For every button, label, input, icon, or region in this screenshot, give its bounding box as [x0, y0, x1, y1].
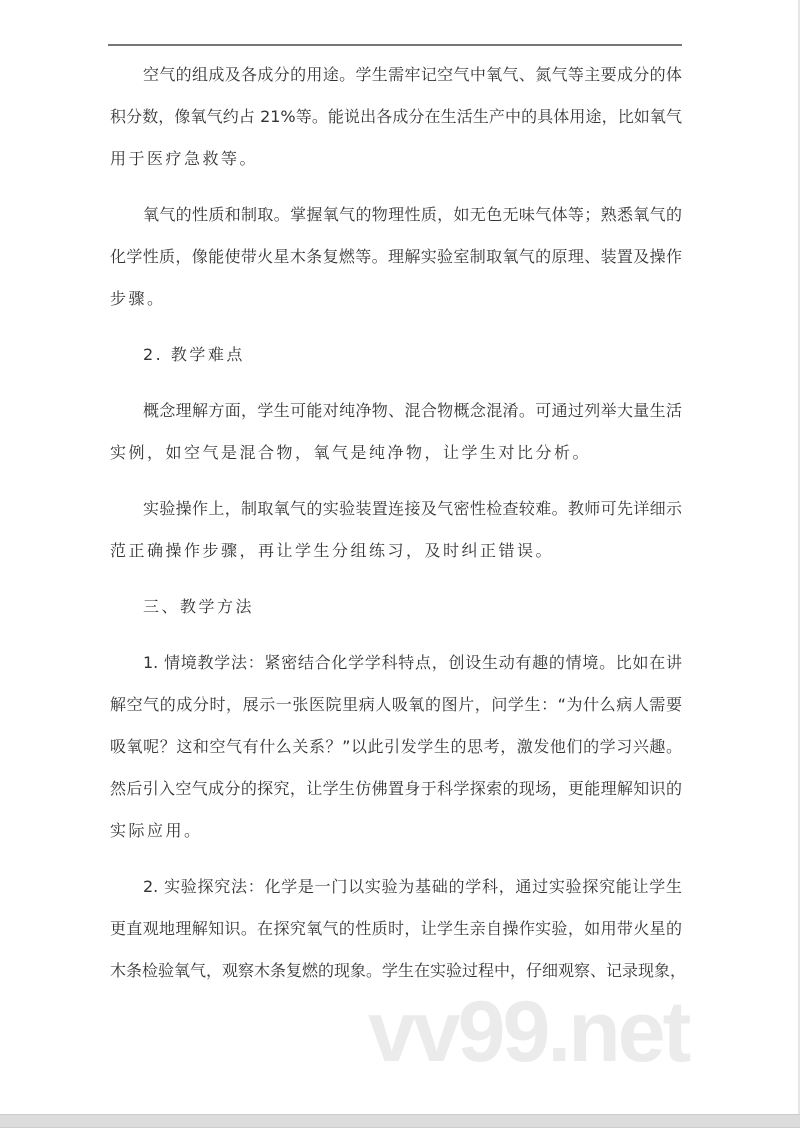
paragraph-line: 1. 情境教学法：紧密结合化学学科特点，创设生动有趣的情境。比如在讲: [143, 653, 682, 672]
header-rule: [108, 44, 682, 46]
watermark: vv99.net: [368, 984, 689, 1080]
paragraph-line: 实例，如空气是混合物，氧气是纯净物，让学生对比分析。: [110, 443, 592, 462]
paragraph-line: 氧气的性质和制取。掌握氧气的物理性质，如无色无味气体等；熟悉氧气的: [143, 205, 682, 224]
paragraph-line: 概念理解方面，学生可能对纯净物、混合物概念混淆。可通过列举大量生活: [143, 401, 682, 420]
page-separator: [0, 1114, 800, 1128]
section-heading: 2. 教学难点: [143, 345, 245, 364]
paragraph-line: 用于医疗急救等。: [110, 149, 259, 168]
paragraph-line: 化学性质，像能使带火星木条复燃等。理解实验室制取氧气的原理、装置及操作: [110, 247, 682, 266]
paragraph-line: 空气的组成及各成分的用途。学生需牢记空气中氧气、氮气等主要成分的体: [143, 65, 682, 84]
paragraph-line: 然后引入空气成分的探究，让学生仿佛置身于科学探索的现场，更能理解知识的: [110, 779, 682, 798]
paragraph-line: 积分数，像氧气约占 21%等。能说出各成分在生活生产中的具体用途，比如氧气: [110, 107, 682, 126]
paragraph-line: 实验操作上，制取氧气的实验装置连接及气密性检查较难。教师可先详细示: [143, 499, 682, 518]
paragraph-line: 更直观地理解知识。在探究氧气的性质时，让学生亲自操作实验，如用带火星的: [110, 919, 682, 938]
paragraph-line: 木条检验氧气，观察木条复燃的现象。学生在实验过程中，仔细观察、记录现象，: [110, 961, 687, 980]
paragraph-line: 范正确操作步骤，再让学生分组练习，及时纠正错误。: [110, 541, 555, 560]
paragraph-line: 吸氧呢？这和空气有什么关系？”以此引发学生的思考，激发他们的学习兴趣。: [110, 737, 682, 756]
paragraph-line: 实际应用。: [110, 821, 203, 840]
paragraph-line: 步骤。: [110, 289, 166, 308]
paragraph-line: 解空气的成分时，展示一张医院里病人吸氧的图片，问学生：“为什么病人需要: [110, 695, 682, 714]
paragraph-line: 2. 实验探究法：化学是一门以实验为基础的学科，通过实验探究能让学生: [143, 877, 682, 896]
section-heading: 三、教学方法: [143, 597, 255, 616]
